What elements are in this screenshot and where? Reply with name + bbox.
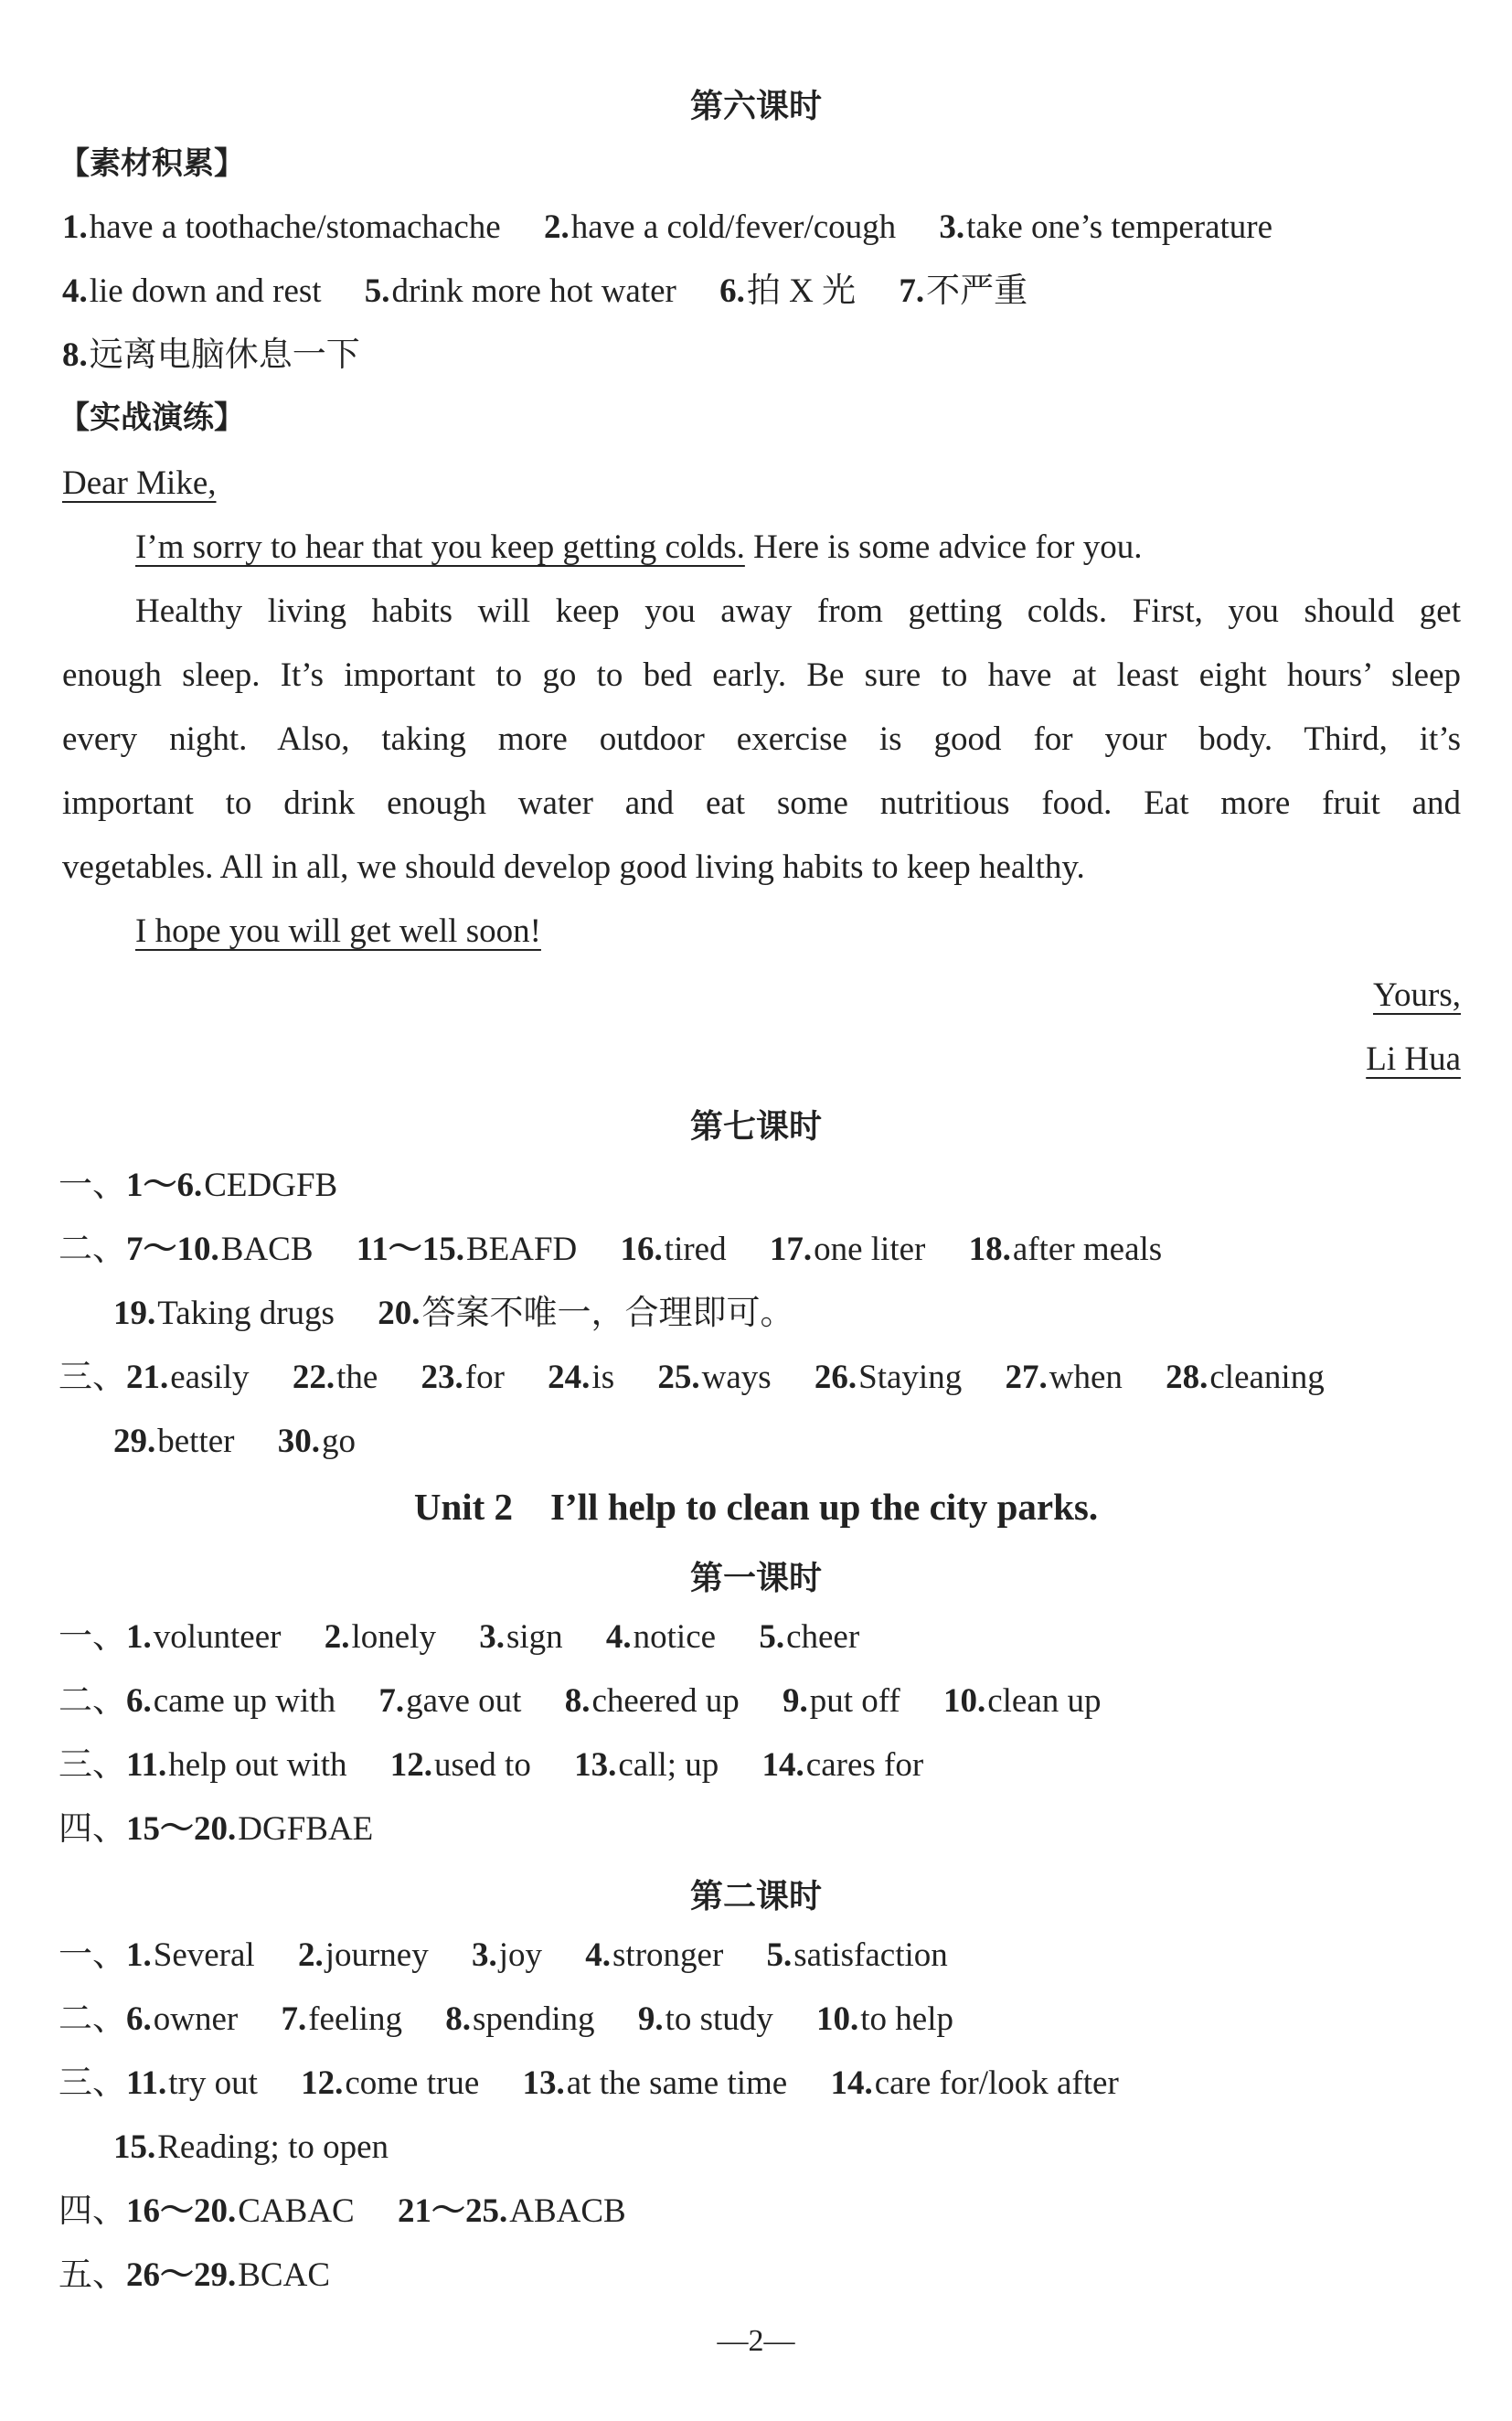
letter-opening: I’m sorry to hear that you keep getting colds. Here is some advice for you. bbox=[135, 528, 1143, 566]
letter-body-line: Healthy living habits will keep you away from getting colds. First, you should get bbox=[135, 592, 1461, 630]
unit2-lesson1-s3: 三、11.help out with 12.used to 13.call; up 14.cares for bbox=[59, 1746, 924, 1784]
unit2-lesson2-s3: 三、11.try out 12.come true 13.at the same time 14.care for/look after bbox=[59, 2064, 1119, 2102]
lesson7-section2: 二、7～10.BACB 11～15.BEAFD 16.tired 17.one liter 18.after meals bbox=[59, 1231, 1163, 1268]
unit2-lesson2-s5: 五、26～29.BCAC bbox=[59, 2256, 331, 2294]
lesson7-section3b: 29.better 30.go bbox=[113, 1423, 356, 1460]
unit2-lesson1-title: 第一课时 bbox=[689, 1560, 822, 1597]
unit2-lesson1-s2: 二、6.came up with 7.gave out 8.cheered up 9.put off 10.clean up bbox=[59, 1682, 1102, 1720]
lesson7-title: 第七课时 bbox=[689, 1108, 822, 1146]
letter-greeting: Dear Mike, bbox=[62, 464, 217, 502]
letter-signoff: Yours, bbox=[1373, 976, 1461, 1014]
lesson7-section3: 三、21.easily 22.the 23.for 24.is 25.ways 26.Staying 27.when 28.cleaning bbox=[59, 1359, 1325, 1396]
letter-body-line: every night. Also, taking more outdoor exercise is good for your body. Third, it’s bbox=[62, 720, 1461, 758]
unit2-title: Unit 2 I’ll help to clean up the city parks. bbox=[413, 1486, 1099, 1528]
practice-heading: 【实战演练】 bbox=[59, 400, 245, 436]
letter-signature: Li Hua bbox=[1366, 1040, 1461, 1078]
unit2-lesson1-s1: 一、1.volunteer 2.lonely 3.sign 4.notice 5.cheer bbox=[59, 1618, 860, 1656]
letter-body-line: important to drink enough water and eat some nutritious food. Eat more fruit and bbox=[62, 784, 1461, 822]
material-line-1: 1.have a toothache/stomachache 2.have a cold/fever/cough 3.take one’s temperature bbox=[62, 208, 1273, 246]
material-line-3: 8.远离电脑休息一下 bbox=[62, 336, 360, 374]
material-heading: 【素材积累】 bbox=[59, 145, 245, 182]
lesson7-section2b: 19.Taking drugs 20.答案不唯一，合理即可。 bbox=[113, 1295, 794, 1332]
letter-body-last: vegetables. All in all, we should develop good living habits to keep healthy. bbox=[62, 848, 1085, 886]
unit2-lesson1-s4: 四、15～20.DGFBAE bbox=[59, 1810, 374, 1848]
unit2-lesson2-s3b: 15.Reading; to open bbox=[113, 2128, 389, 2166]
unit2-lesson2-s1: 一、1.Several 2.journey 3.joy 4.stronger 5.satisfaction bbox=[59, 1936, 948, 1974]
material-line-2: 4.lie down and rest 5.drink more hot water 6.拍 X 光 7.不严重 bbox=[62, 272, 1028, 310]
lesson7-section1: 一、1～6.CEDGFB bbox=[59, 1167, 338, 1204]
lesson6-title: 第六课时 bbox=[689, 88, 822, 125]
unit2-lesson2-title: 第二课时 bbox=[689, 1878, 822, 1915]
letter-closing: I hope you will get well soon! bbox=[135, 912, 541, 950]
unit2-lesson2-s2: 二、6.owner 7.feeling 8.spending 9.to study 10.to help bbox=[59, 2000, 954, 2038]
page-number: —2— bbox=[717, 2324, 795, 2358]
letter-body-line: enough sleep. It’s important to go to bed early. Be sure to have at least eight hours’ sleep bbox=[62, 656, 1461, 694]
unit2-lesson2-s4: 四、16～20.CABAC 21～25.ABACB bbox=[59, 2192, 626, 2230]
